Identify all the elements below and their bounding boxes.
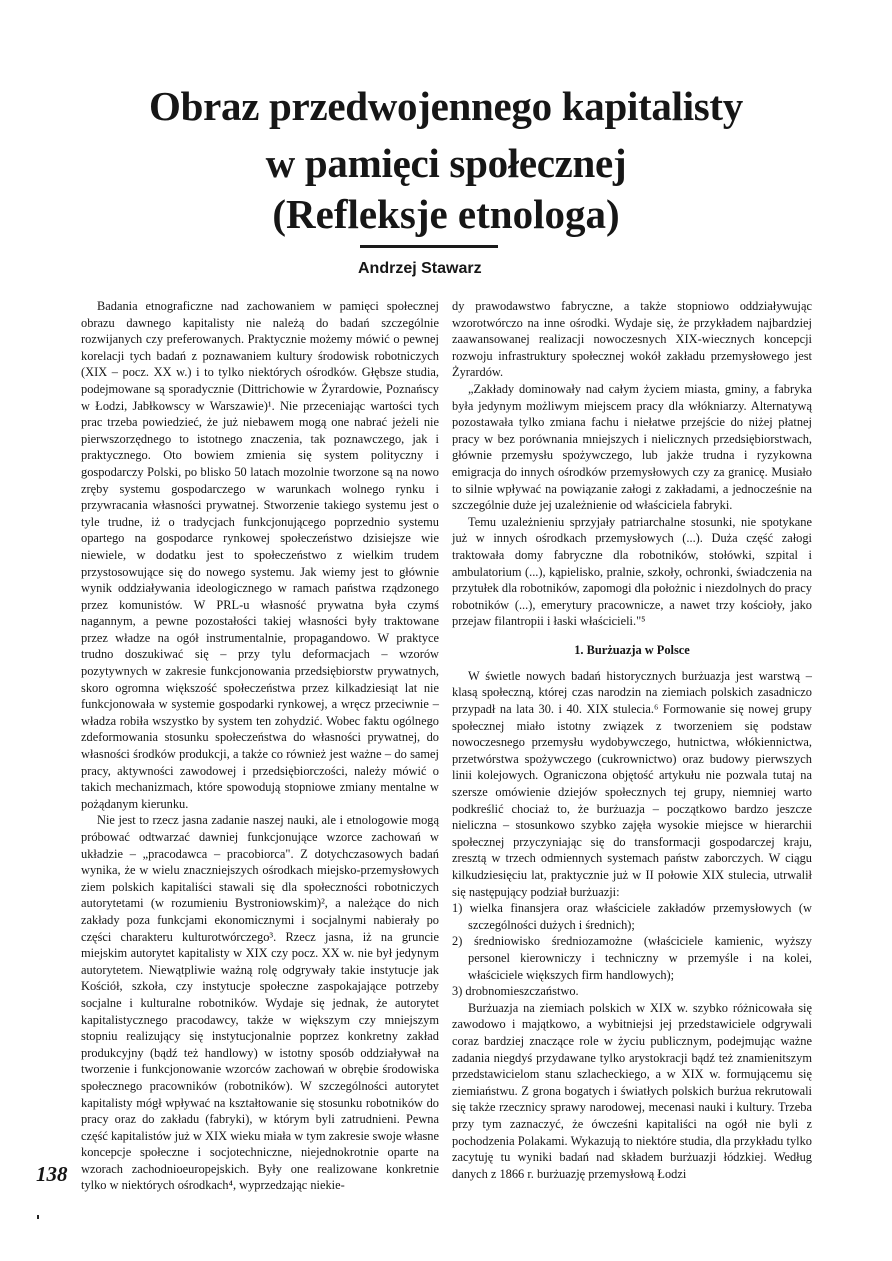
title-line-2: w pamięci społecznej — [265, 140, 627, 186]
left-paragraph-2: Nie jest to rzecz jasna zadanie naszej nauki, ale i etnologowie mogą próbować odtwarzać dawniej funkcjonujące wzorce zachowań w układzie – „pracodawca – pracobiorca". Z dotychczasowych badań wynika, że w wielu znaczniejszych ośrodkach miejsko-przemysłowych ziem polskich kapitaliści stawali się dla społeczności robotniczych autorytetami (w rozumieniu Bystroniowskim)², a należące do nich zakłady poza funkcjami ekonomicznymi i socjalnymi nabierały po części charakteru kulturotwórczego³. Rzecz jasna, iż na gruncie miejskim autorytet kapitalisty w XIX czy pocz. XX w. nie był jedynym autorytetem. Niewątpliwie ważną rolę odgrywały takie instytucje jak Kościół, szkoła, czy instytucje społeczne zaspokajające potrzeby socjalne i kulturalne robotników. Wydaje się jednak, że autorytet kapitalistycznego pracodawcy, także w większym czy mniejszym stopniu realizujący się instytucjonalnie poprzez konkretny zakład produkcyjny (bądź też handlowy) w istotny sposób oddziaływał na tworzenie i funkcjonowanie wzorców zachowań w obrębie środowiska społecznego pracowników (robotników). W szczególności autorytet kapitalisty mógł wpływać na kształtowanie się stosunku robotników do pracy oraz do zakładu (fabryki), w którym byli zatrudnieni. Pewna część kapitalistów już w XIX wieku miała w tym zakresie swoje własne koncepcje społeczne i socjotechniczne, niejednokrotnie oparte na wzorach zachodnioeuropejskich. Były one realizowane konkretnie tylko w niektórych ośrodkach⁴, wyprzedzając niekie- — [81, 813, 439, 1193]
list-item: 3) drobnomieszczaństwo. — [452, 984, 579, 999]
left-column — [81, 298, 439, 1194]
right-paragraph-3: Temu uzależnieniu sprzyjały patriarchalne stosunki, nie spotykane już w innych ośrodkach przemysłowych (...). Duża część załogi traktowała domy fabryczne dla robotników, stołówki, szpital i ambulatorium (...), kąpielisko, pralnie, szkoły, ochronki, świadczenia na przytułek dla robotników, zapomogi dla położnic i niezdolnych do pracy robotników (...), emerytury pracownicze, a nawet trzy kościoły, jako przejaw filantropii i łaski właścicieli."⁵ — [452, 514, 812, 629]
right-paragraph-2: „Zakłady dominowały nad całym życiem miasta, gminy, a fabryka była jedynym możliwym miejscem pracy dla włókniarzy. Alternatywą pozostawała tylko zmiana fachu i niełatwe przejście do niżej płatnej pracy w bez porównania mniejszych i nielicznych przedsiębiorstwach, głównie przemysłu spożywczego, lub jakże trudna i ryzykowna emigracja do innych ośrodków przemysłowych czy za granicę. Musiało to silnie wpływać na powiązanie załogi z zakładami, a jednocześnie na szczególnie duże jej uzależnienie od właściciela fabryki. — [452, 381, 812, 513]
article-subtitle: (Refleksje etnologa) — [272, 191, 620, 237]
left-paragraph-1: Badania etnograficzne nad zachowaniem w pamięci społecznej obrazu dawnego kapitalisty nie należą do badań szczególnie rozwijanych czy preferowanych. Praktycznie możemy mówić o pewnej korelacji tych badań z poznawaniem kultury środowisk robotniczych (XIX – pocz. XX w.) i to tylko niektórych ośrodków. Głębsze studia, podejmowane są sporadycznie (Dittrichowie w Żyrardowie, Poznańscy w Łodzi, Jabłkowscy w Warszawie)¹. Nie przeceniając wartości tych prac trzeba powiedzieć, że już niebawem mogą one nabrać jeżeli nie pierwszorzędnego to istotnego znaczenia, tak poznawczego, jak i praktycznego. Oto bowiem zmienia się system polityczny i gospodarczy Polski, po blisko 50 latach mozolnie tworzone są na nowo zręby systemu gospodarczego w warunkach wolnego rynku i przywracania własności prywatnej. Stworzenie takiego systemu jest o tyle trudne, iż o tradycjach funkcjonującego poprzednio systemu opartego na gospodarce rynkowej społeczeństwo dzisiejsze wie niewiele, w dodatku jest to społeczeństwo z wielkim trudem przystosowujące się do nowego systemu. Jak wiemy jest to głównie wynik oddziaływania ideologicznego w ramach państwa rządzonego przez komunistów. W PRL-u własność prywatna była czymś nagannym, a pewne pozostałości takiej własności były traktowane przez władze na ogół instrumentalnie, propagandowo. W praktyce trudno doszukiwać się – przy tylu deformacjach – wzorów pozytywnych w zakresie funkcjonowania przedsiębiorstw prywatnych, skoro ogromna większość społeczeństwa przez kilkadziesiąt lat nie funkcjonowała w systemie gospodarki rynkowej, a wręcz przeciwnie – władza robiła wszystko by system ten zohydzić. Wobec faktu ogólnego zdeformowania stosunku społeczeństwa do własności prywatnej, do własności środków produkcji, a także co również jest ważne – do samej pracy, aktywności zawodowej i przedsiębiorczości, należy mówić o takich mechanizmach, które spowodują stopniowe zmiany mentalne w pożądanym kierunku. — [81, 299, 439, 811]
scan-mark — [37, 1215, 39, 1219]
right-paragraph-4: W świetle nowych badań historycznych burżuazja jest warstwą – klasą społeczną, której czas narodzin na ziemiach polskich zasadniczo przypadł na lata 30. i 40. XIX stulecia.⁶ Formowanie się nowej grupy społecznej miało istotny związek z tworzeniem się podstaw nowoczesnego przemysłu wydobywczego, hutnictwa, włókiennictwa, przetwórstwa spożywczego (cukrownictwo) oraz budowy pierwszych linii kolejowych. Ograniczona objętość artykułu nie pozwala tutaj na szersze omówienie dziejów społecznych tej grupy, niemniej warto podkreślić chociaż to, że burżuazja – początkowo bardzo jeszcze nieliczna – stosunkowo szybko zajęła wysokie miejsce w hierarchii społecznej przyczyniając się do transformacji gospodarczej kraju, zresztą w trzech odmiennych systemach państw zaborczych. W ciągu kilkudziesięciu lat, praktycznie już w II połowie XIX stulecia, utrwalił się następujący podział burżuazji: — [452, 668, 812, 899]
section-heading: 1. Burżuazja w Polsce — [574, 642, 690, 657]
bourgeoisie-division-list — [452, 900, 812, 1000]
list-item: 2) średniowisko średniozamożne (właściciele kamienic, wyższy personel kierowniczy i techniczny w przemyśle i na kolei, właściciele większych firm handlowych); — [452, 934, 812, 982]
article-title — [0, 78, 892, 192]
page-number: 138 — [36, 1162, 68, 1186]
title-divider — [360, 245, 498, 248]
author-name: Andrzej Stawarz — [358, 260, 482, 277]
right-column — [452, 298, 812, 1182]
list-item: 1) wielka finansjera oraz właściciele zakładów przemysłowych (w szczególności dużych i średnich); — [452, 901, 812, 932]
title-line-1: Obraz przedwojennego kapitalisty — [149, 83, 743, 129]
right-paragraph-5: Burżuazja na ziemiach polskich w XIX w. szybko różnicowała się zawodowo i majątkowo, a wybitniejsi jej przedstawiciele odgrywali coraz bardziej znaczące role w życiu publicznym, podejmując ważne zadania niegdyś przydawane tylko arystokracji bądź też znamienitszym przedstawicielom stanu szlacheckiego, a w XIX w. formującemu się ziemiaństwu. Z grona bogatych i światłych polskich burżua rekrutowali się także rzecznicy sprawy narodowej, mecenasi nauki i kultury. Trzeba przy tym zaznaczyć, że ówcześni kapitaliści na ogół nie byli z pochodzenia Polakami. Wykazują to niektóre studia, dla przykładu tylko zacytuję tu wyniki badań nad składem burżuazji łódzkiej. Według danych z 1866 r. burżuazję przemysłową Łodzi — [452, 1000, 812, 1181]
right-paragraph-1: dy prawodawstwo fabryczne, a także stopniowo oddziaływując wzorotwórczo na inne ośrodki. Wydaje się, że przykładem najbardziej zaawansowanej realizacji nowoczesnych XIX-wiecznych koncepcji rozwoju infrastruktury społecznej wokół zakładu przemysłowego jest Żyrardów. — [452, 299, 812, 380]
